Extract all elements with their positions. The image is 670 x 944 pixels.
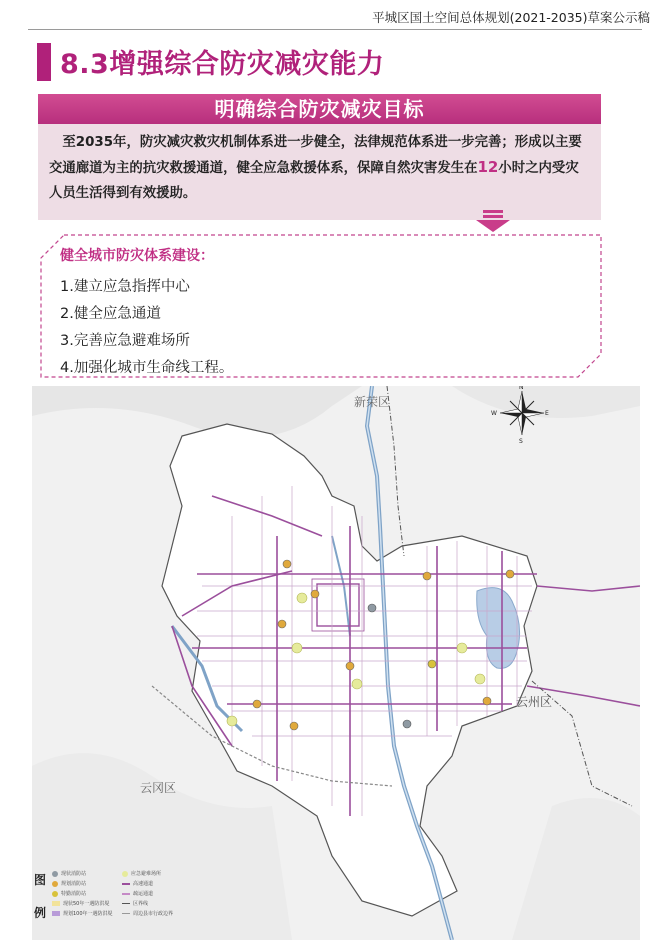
legend [52, 870, 242, 922]
map-label-north: 新荣区 [354, 395, 391, 409]
measure-item: 1.建立应急指挥中心 [60, 279, 190, 295]
legend-item: 规划消防站 [52, 880, 86, 887]
header-rule [28, 29, 642, 30]
section-accent-bar [37, 43, 51, 81]
measures-panel [38, 232, 604, 380]
legend-label-top: 图 [34, 873, 47, 887]
map-canvas [32, 386, 640, 940]
legend-item: 应急避难场所 [122, 870, 161, 877]
legend-label-bottom: 例 [34, 906, 47, 920]
legend-item: 特勤消防站 [52, 890, 86, 897]
legend-item: 规划100年一遇防洪堤 [52, 910, 113, 917]
goal-highlight: 12 [477, 158, 499, 176]
legend-item: 周边县市行政边界 [122, 910, 173, 917]
measure-item: 3.完善应急避难场所 [60, 333, 190, 349]
legend-item: 现状消防站 [52, 870, 86, 877]
measure-item: 2.健全应急通道 [60, 306, 161, 322]
goal-banner: 明确综合防灾减灾目标 [38, 94, 601, 124]
disaster-prevention-map [32, 386, 640, 940]
down-arrow-icon [474, 210, 512, 232]
compass-n: N [519, 386, 524, 391]
legend-item: 区界线 [122, 900, 148, 907]
section-title: 8.3增强综合防灾减灾能力 [60, 49, 385, 80]
legend-item: 现状50年一遇防洪堤 [52, 900, 109, 907]
map-label-east: 云州区 [516, 695, 553, 709]
goal-text-after: 小时之内受灾人员生活得到有效援助。 [49, 161, 579, 201]
map-label-west: 云冈区 [140, 781, 177, 795]
document-header-title: 平城区国土空间总体规划(2021-2035)草案公示稿 [372, 10, 650, 25]
compass-s: S [519, 438, 523, 445]
compass-e: E [545, 410, 549, 417]
measure-item: 4.加强化城市生命线工程。 [60, 360, 234, 376]
legend-item: 高速通道 [122, 880, 153, 887]
measures-title: 健全城市防灾体系建设： [60, 248, 214, 264]
compass-w: W [491, 410, 497, 417]
legend-item: 疏运通道 [122, 890, 153, 897]
goal-text-before: 至2035年，防灾减灾救灾机制体系进一步健全，法律规范体系进一步完善；形成以主要交通廊道为主的抗灾救援通道，健全应急救援体系，保障自然灾害发生在 [49, 135, 582, 176]
goal-text [38, 124, 601, 220]
